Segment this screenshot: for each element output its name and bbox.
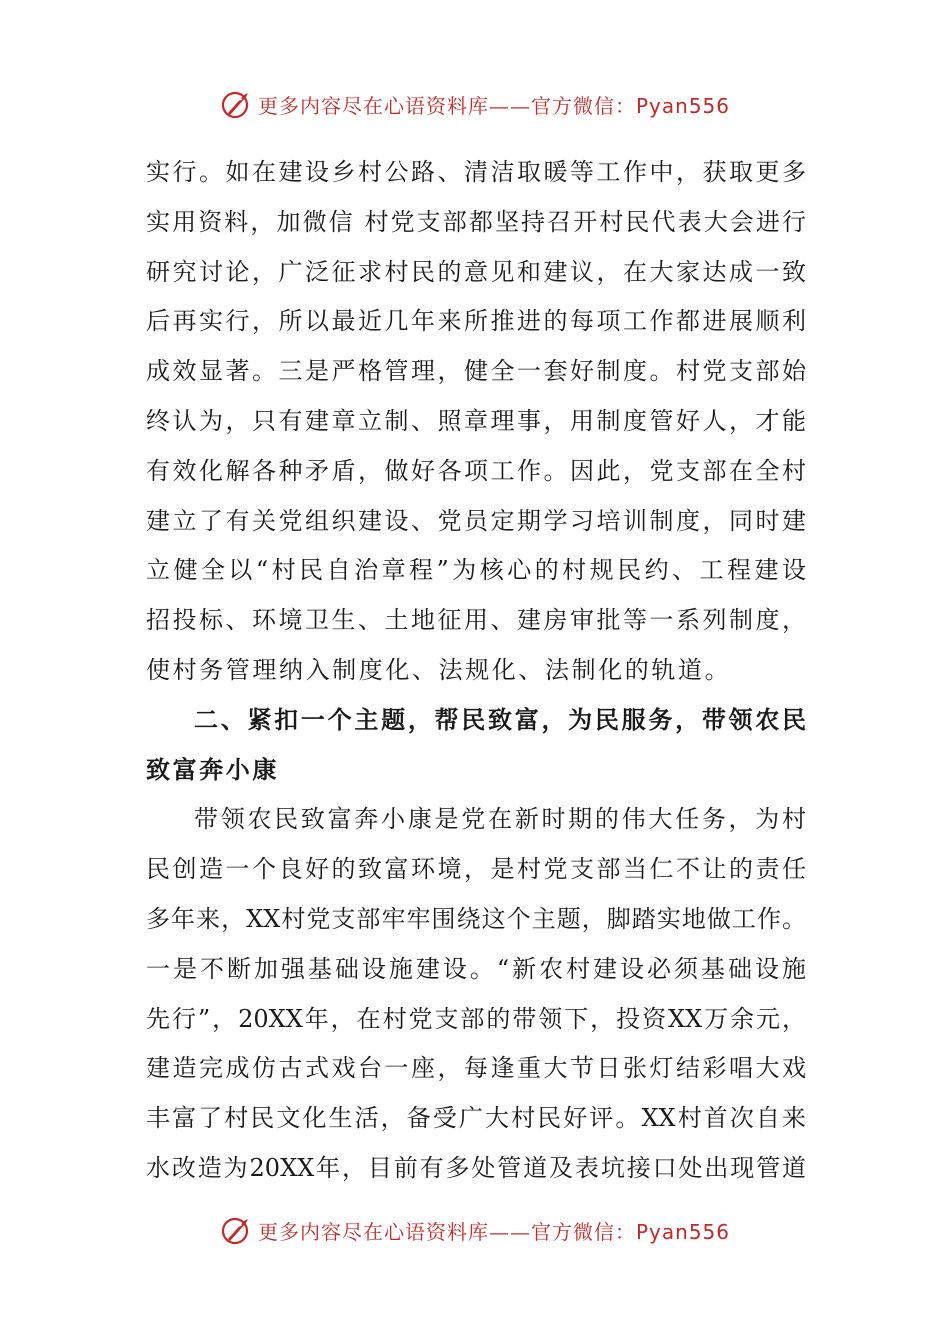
paragraph-line: 立健全以“村民自治章程”为核心的村规民约、工程建设 [146, 556, 806, 585]
paragraph-line: 丰富了村民文化生活，备受广大村民好评。XX村首次自来 [146, 1104, 806, 1133]
banner-dash: —— [488, 93, 531, 118]
quill-pen-logo-icon [220, 87, 254, 121]
banner-label: 官方微信： [530, 1219, 636, 1244]
banner-text [258, 1216, 730, 1245]
paragraph-line: 多年来，XX村党支部牢牢围绕这个主题，脚踏实地做工作。 [146, 904, 806, 933]
paragraph-line: 一是不断加强基础设施建设。“新农村建设必须基础设施 [146, 954, 806, 983]
section-heading-continued: 致富奔小康 [146, 755, 279, 784]
paragraph-line: 建造完成仿古式戏台一座，每逢重大节日张灯结彩唱大戏 [146, 1054, 806, 1083]
paragraph-line: 水改造为20XX年，目前有多处管道及表坑接口处出现管道 [146, 1153, 806, 1182]
paragraph-line: 先行”，20XX年，在村党支部的带领下，投资XX万余元， [146, 1004, 806, 1033]
paragraph-line: 终认为，只有建章立制、照章理事，用制度管好人，才能 [146, 406, 806, 435]
banner-wechat-id: Pyan556 [635, 1219, 730, 1244]
paragraph-line: 使村务管理纳入制度化、法规化、法制化的轨道。 [146, 655, 732, 684]
paragraph-line: 招投标、环境卫生、土地征用、建房审批等一系列制度， [146, 606, 806, 635]
paragraph-line: 带领农民致富奔小康是党在新时期的伟大任务，为村 [194, 805, 806, 834]
paragraph-line: 实行。如在建设乡村公路、清洁取暖等工作中，获取更多 [146, 158, 806, 186]
banner-label: 官方微信： [530, 93, 636, 118]
paragraph-line: 有效化解各种矛盾，做好各项工作。因此，党支部在全村 [146, 456, 806, 485]
paragraph-line: 后再实行，所以最近几年来所推进的每项工作都进展顺利 [146, 307, 806, 336]
paragraph-line: 建立了有关党组织建设、党员定期学习培训制度，同时建 [146, 506, 806, 535]
footer-watermark-banner [0, 1210, 950, 1250]
banner-main-text: 更多内容尽在心语资料库 [257, 93, 489, 118]
quill-pen-logo-icon [220, 1213, 254, 1247]
paragraph-line: 实用资料，加微信 村党支部都坚持召开村民代表大会进行 [146, 207, 806, 236]
paragraph-line: 成效显著。三是严格管理，健全一套好制度。村党支部始 [146, 357, 806, 386]
banner-text [258, 90, 730, 119]
document-body [146, 148, 806, 1194]
banner-main-text: 更多内容尽在心语资料库 [257, 1219, 489, 1244]
banner-dash: —— [488, 1219, 531, 1244]
banner-wechat-id: Pyan556 [635, 93, 730, 118]
paragraph-line: 民创造一个良好的致富环境，是村党支部当仁不让的责任 [146, 855, 806, 884]
section-heading: 二、紧扣一个主题，帮民致富，为民服务，带领农民 [194, 705, 806, 734]
header-watermark-banner [0, 84, 950, 124]
paragraph-line: 研究讨论，广泛征求村民的意见和建议，在大家达成一致 [146, 257, 806, 286]
